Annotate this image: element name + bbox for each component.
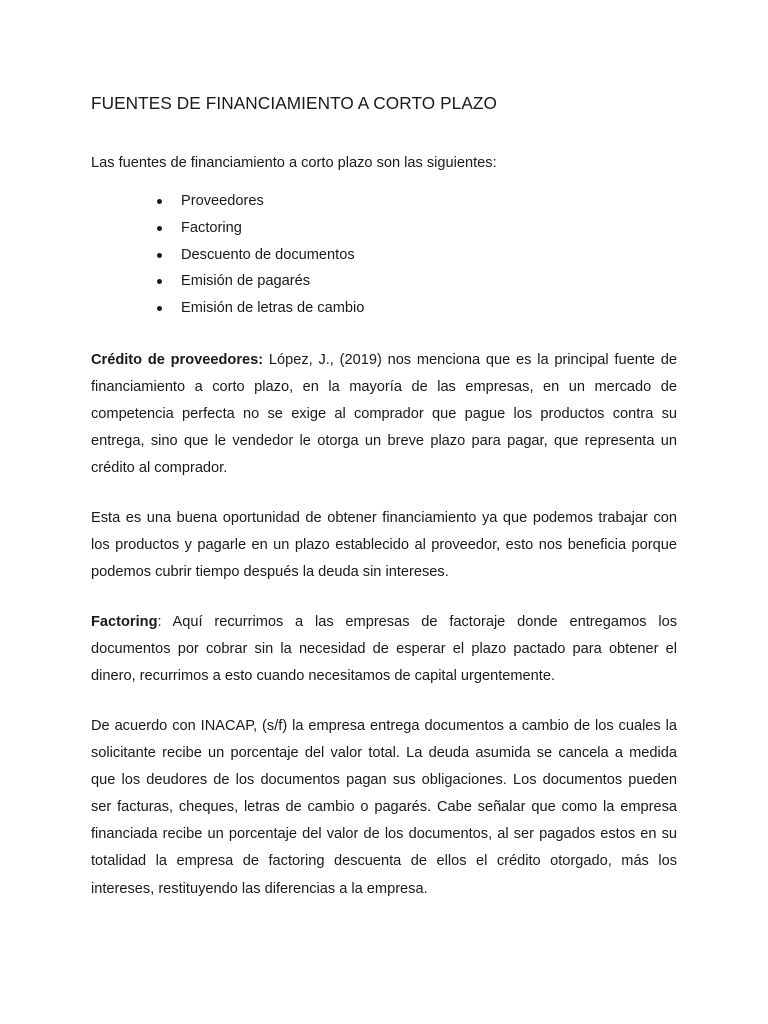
list-item-label: Factoring (181, 219, 242, 236)
list-item-label: Proveedores (181, 193, 264, 209)
paragraph-text: López, J., (2019) nos menciona que es la principal fuente de financiamiento a corto plazo, en la mayoría de las empresas, en un mercado de competencia perfecta no se exige al comprador que pague los productos contra su entrega, sino que le vendedor le otorga un breve plazo para pagar, que representa un crédito al comprador. (91, 352, 678, 477)
paragraph-lead: Factoring (91, 614, 158, 630)
page-title: FUENTES DE FINANCIAMIENTO A CORTO PLAZO (91, 93, 497, 113)
bullet-icon (157, 226, 162, 231)
bullet-icon (157, 306, 162, 311)
bullet-icon (157, 279, 162, 284)
list-item-label: Emisión de letras de cambio (181, 300, 365, 317)
paragraph-text: Esta es una buena oportunidad de obtener financiamiento ya que podemos trabajar con los productos y pagarle en un plazo establecido al proveedor, esto nos beneficia porque podemos cubrir tiempo después la deuda sin intereses. (91, 510, 677, 581)
paragraph-inacap (91, 713, 677, 903)
list-item (157, 246, 364, 273)
bullet-icon (157, 199, 162, 204)
list-item-label: Descuento de documentos (181, 246, 355, 263)
list-item (157, 272, 364, 299)
list-item (157, 299, 364, 326)
paragraph-supplier-credit (91, 347, 677, 482)
list-item-label: Emisión de pagarés (181, 273, 310, 290)
list-item (157, 219, 364, 246)
paragraph-text: : Aquí recurrimos a las empresas de factoraje donde entregamos los documentos por cobrar sin la necesidad de esperar el plazo pactado para obtener el dinero, recurrimos a esto cuando necesitamos de capital urgentemente. (91, 614, 677, 685)
paragraph-factoring (91, 609, 677, 690)
bullet-icon (157, 253, 162, 258)
paragraph-opportunity (91, 505, 677, 586)
paragraph-lead: Crédito de proveedores: (91, 352, 264, 368)
funding-sources-list (157, 192, 364, 326)
paragraph-text: De acuerdo con INACAP, (s/f) la empresa entrega documentos a cambio de los cuales la solicitante recibe un porcentaje del valor total. La deuda asumida se cancela a medida que los deudores de los documentos pagan sus obligaciones. Los documentos pueden ser facturas, cheques, letras de cambio o pagarés. Cabe señalar que como la empresa financiada recibe un porcentaje del valor de los documentos, al ser pagados estos en su totalidad la empresa de factoring descuenta de ellos el crédito otorgado, más los intereses, restituyendo las diferencias a la empresa. (91, 718, 677, 897)
list-item (157, 192, 364, 219)
intro-text: Las fuentes de financiamiento a corto plazo son las siguientes: (91, 155, 497, 171)
